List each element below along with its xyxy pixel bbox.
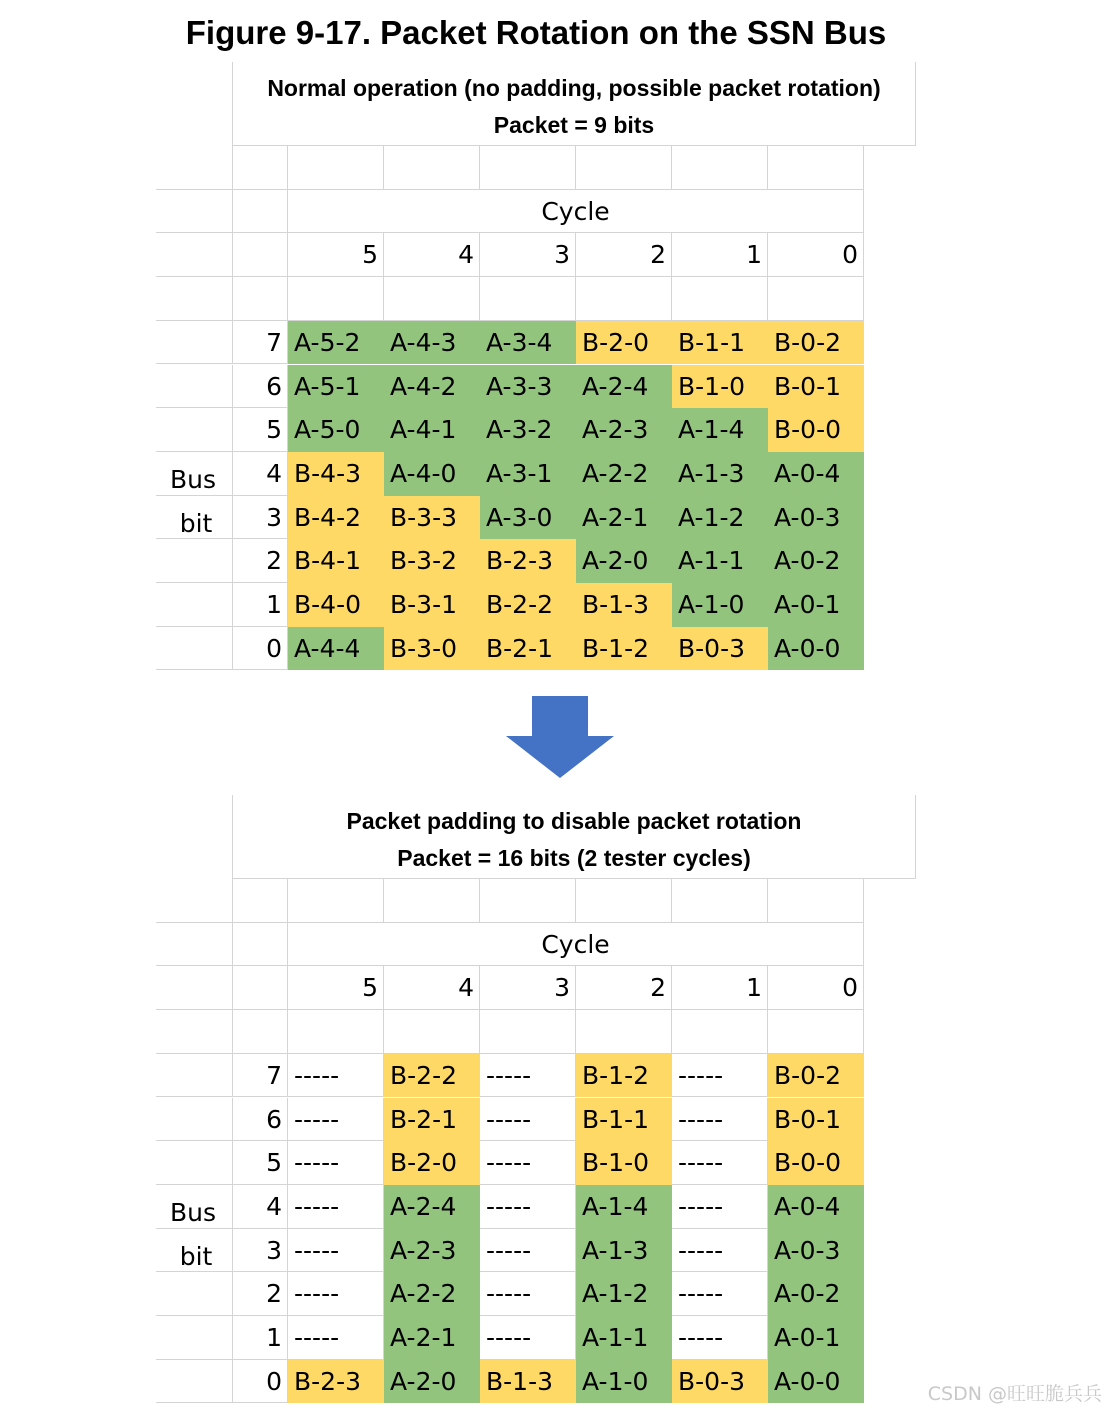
packet-cell: ----- [288,1141,384,1185]
packet-cell: B-4-0 [288,583,384,627]
empty-cell [288,277,384,321]
packet-cell: A-0-0 [768,1360,864,1404]
empty-cell [384,879,480,923]
arrow-down-icon [504,696,616,778]
packet-cell: B-4-2 [288,496,384,540]
bit-cell: 0 [233,627,288,671]
label-cell [156,190,233,234]
bit-cell [233,233,288,277]
packet-cell: ----- [480,1185,576,1229]
packet-cell: B-0-2 [768,321,864,365]
empty-cell [576,879,672,923]
label-cell [156,321,233,365]
packet-cell: B-3-3 [384,496,480,540]
bus-bit-label [170,1191,216,1278]
packet-cell: A-3-2 [480,408,576,452]
bit-cell [233,1010,288,1054]
packet-cell: A-0-3 [768,496,864,540]
packet-cell: B-4-3 [288,452,384,496]
packet-cell: B-2-3 [480,539,576,583]
packet-cell: A-0-4 [768,452,864,496]
packet-cell: A-3-3 [480,365,576,409]
packet-cell: A-4-0 [384,452,480,496]
cycle-number: 5 [288,233,384,277]
packet-cell: ----- [672,1316,768,1360]
label-cell [156,146,233,190]
packet-cell: A-1-3 [576,1229,672,1273]
packet-cell: B-1-1 [672,321,768,365]
packet-cell: ----- [480,1316,576,1360]
bit-cell: 1 [233,583,288,627]
label-cell [156,1141,233,1185]
cycle-number: 1 [672,233,768,277]
packet-cell: B-2-1 [480,627,576,671]
bit-cell: 4 [233,1185,288,1229]
empty-cell [672,146,768,190]
packet-cell: B-0-2 [768,1054,864,1098]
label-cell [156,277,233,321]
empty-cell [768,277,864,321]
panel-header [232,795,916,879]
packet-cell: A-0-1 [768,1316,864,1360]
bit-cell: 1 [233,1316,288,1360]
packet-cell: B-3-2 [384,539,480,583]
packet-cell: B-2-2 [480,583,576,627]
cycle-number: 5 [288,966,384,1010]
empty-cell [576,277,672,321]
label-cell [156,1010,233,1054]
packet-cell: ----- [480,1141,576,1185]
packet-cell: A-3-0 [480,496,576,540]
packet-cell: A-2-3 [576,408,672,452]
packet-cell: B-0-1 [768,1098,864,1142]
packet-cell: A-2-0 [576,539,672,583]
bit-cell: 3 [233,1229,288,1273]
empty-cell [384,277,480,321]
packet-cell: ----- [480,1229,576,1273]
bit-label: bit [179,508,213,538]
bit-cell: 6 [233,365,288,409]
packet-cell: ----- [672,1185,768,1229]
packet-cell: A-0-2 [768,539,864,583]
packet-cell: B-2-2 [384,1054,480,1098]
packet-cell: ----- [288,1229,384,1273]
empty-cell [768,146,864,190]
packet-cell: A-1-3 [672,452,768,496]
label-cell [156,408,233,452]
packet-cell: B-3-0 [384,627,480,671]
packet-cell: B-2-0 [384,1141,480,1185]
packet-cell: A-1-2 [576,1272,672,1316]
packet-cell: A-4-4 [288,627,384,671]
bit-cell: 7 [233,321,288,365]
panel-title: Normal operation (no padding, possible packet rotation) [267,75,881,101]
packet-cell: A-0-3 [768,1229,864,1273]
bit-cell: 0 [233,1360,288,1404]
packet-cell: A-4-2 [384,365,480,409]
bit-cell: 6 [233,1098,288,1142]
bus-bit-label [170,458,216,545]
cycle-number: 1 [672,966,768,1010]
packet-cell: ----- [288,1098,384,1142]
bit-cell [233,923,288,967]
packet-cell: B-2-1 [384,1098,480,1142]
label-cell [156,1098,233,1142]
packet-cell: A-0-1 [768,583,864,627]
bit-cell: 7 [233,1054,288,1098]
packet-cell: ----- [672,1098,768,1142]
packet-cell: A-2-0 [384,1360,480,1404]
packet-cell: A-5-2 [288,321,384,365]
packet-cell: A-5-0 [288,408,384,452]
empty-cell [672,1010,768,1054]
packet-cell: B-1-1 [576,1098,672,1142]
label-cell [156,923,233,967]
empty-cell [576,146,672,190]
empty-cell [672,277,768,321]
cycle-number: 3 [480,966,576,1010]
label-cell [156,365,233,409]
panel-header [232,62,916,146]
cycle-label: Cycle [288,923,864,967]
packet-cell: B-1-2 [576,1054,672,1098]
packet-cell: A-1-1 [576,1316,672,1360]
packet-cell: ----- [672,1141,768,1185]
bit-cell [233,277,288,321]
packet-cell: B-0-3 [672,627,768,671]
bit-cell [233,879,288,923]
packet-cell: A-1-0 [576,1360,672,1404]
watermark: CSDN @旺旺脆兵兵 [927,1383,1102,1405]
packet-cell: B-0-1 [768,365,864,409]
bit-cell [233,190,288,234]
packet-cell: A-0-4 [768,1185,864,1229]
packet-cell: A-2-1 [384,1316,480,1360]
packet-cell: B-0-3 [672,1360,768,1404]
label-cell [156,1316,233,1360]
packet-cell: A-0-2 [768,1272,864,1316]
panel-title: Packet padding to disable packet rotation [346,808,802,834]
packet-cell: B-4-1 [288,539,384,583]
packet-cell: A-2-1 [576,496,672,540]
bit-cell: 2 [233,539,288,583]
packet-cell: A-3-4 [480,321,576,365]
empty-cell [576,1010,672,1054]
label-cell [156,1054,233,1098]
panel-packet-padding [156,795,916,1399]
cycle-number: 2 [576,233,672,277]
empty-cell [480,879,576,923]
label-cell [156,583,233,627]
packet-cell: A-4-3 [384,321,480,365]
empty-cell [288,879,384,923]
packet-cell: ----- [288,1185,384,1229]
packet-cell: ----- [288,1316,384,1360]
packet-cell: A-2-4 [384,1185,480,1229]
cycle-number: 4 [384,233,480,277]
packet-cell: A-0-0 [768,627,864,671]
label-cell [156,627,233,671]
packet-cell: B-1-3 [576,583,672,627]
packet-cell: ----- [288,1054,384,1098]
bit-cell: 5 [233,408,288,452]
packet-cell: A-1-2 [672,496,768,540]
packet-cell: A-5-1 [288,365,384,409]
empty-cell [384,1010,480,1054]
packet-cell: B-0-0 [768,408,864,452]
packet-cell: A-2-2 [384,1272,480,1316]
packet-cell: B-2-0 [576,321,672,365]
packet-cell: A-2-4 [576,365,672,409]
packet-cell: B-1-3 [480,1360,576,1404]
bit-cell: 3 [233,496,288,540]
panel-subtitle: Packet = 9 bits [493,112,655,138]
cycle-number: 4 [384,966,480,1010]
bit-cell [233,966,288,1010]
packet-cell: A-4-1 [384,408,480,452]
packet-cell: B-2-3 [288,1360,384,1404]
bit-cell: 2 [233,1272,288,1316]
cycle-number: 0 [768,233,864,277]
panel-subtitle: Packet = 16 bits (2 tester cycles) [397,845,751,871]
cycle-number: 0 [768,966,864,1010]
packet-cell: A-1-1 [672,539,768,583]
packet-cell: B-0-0 [768,1141,864,1185]
label-cell [156,1360,233,1404]
empty-cell [768,879,864,923]
label-cell [156,539,233,583]
empty-cell [480,1010,576,1054]
packet-cell: ----- [480,1054,576,1098]
bit-label: bit [179,1241,213,1271]
packet-cell: A-2-3 [384,1229,480,1273]
packet-cell: B-3-1 [384,583,480,627]
empty-cell [288,1010,384,1054]
packet-cell: B-1-0 [672,365,768,409]
packet-cell: A-1-4 [576,1185,672,1229]
cycle-label: Cycle [288,190,864,234]
packet-cell: ----- [480,1098,576,1142]
panel-normal-operation [156,62,916,666]
packet-cell: ----- [672,1229,768,1273]
packet-cell: A-1-0 [672,583,768,627]
label-cell [156,233,233,277]
packet-cell: A-2-2 [576,452,672,496]
empty-cell [480,146,576,190]
packet-cell: B-1-2 [576,627,672,671]
figure-title: Figure 9-17. Packet Rotation on the SSN Bus [185,14,887,51]
label-cell [156,966,233,1010]
packet-cell: B-1-0 [576,1141,672,1185]
bit-cell [233,146,288,190]
bit-cell: 4 [233,452,288,496]
packet-cell: ----- [480,1272,576,1316]
packet-cell: A-1-4 [672,408,768,452]
empty-cell [384,146,480,190]
label-cell [156,879,233,923]
empty-cell [768,1010,864,1054]
empty-cell [672,879,768,923]
bit-cell: 5 [233,1141,288,1185]
empty-cell [288,146,384,190]
label-cell [156,1272,233,1316]
cycle-number: 2 [576,966,672,1010]
empty-cell [480,277,576,321]
bus-label: Bus [170,1197,217,1227]
packet-cell: ----- [288,1272,384,1316]
packet-cell: ----- [672,1272,768,1316]
packet-cell: ----- [672,1054,768,1098]
cycle-number: 3 [480,233,576,277]
bus-label: Bus [170,464,217,494]
packet-cell: A-3-1 [480,452,576,496]
